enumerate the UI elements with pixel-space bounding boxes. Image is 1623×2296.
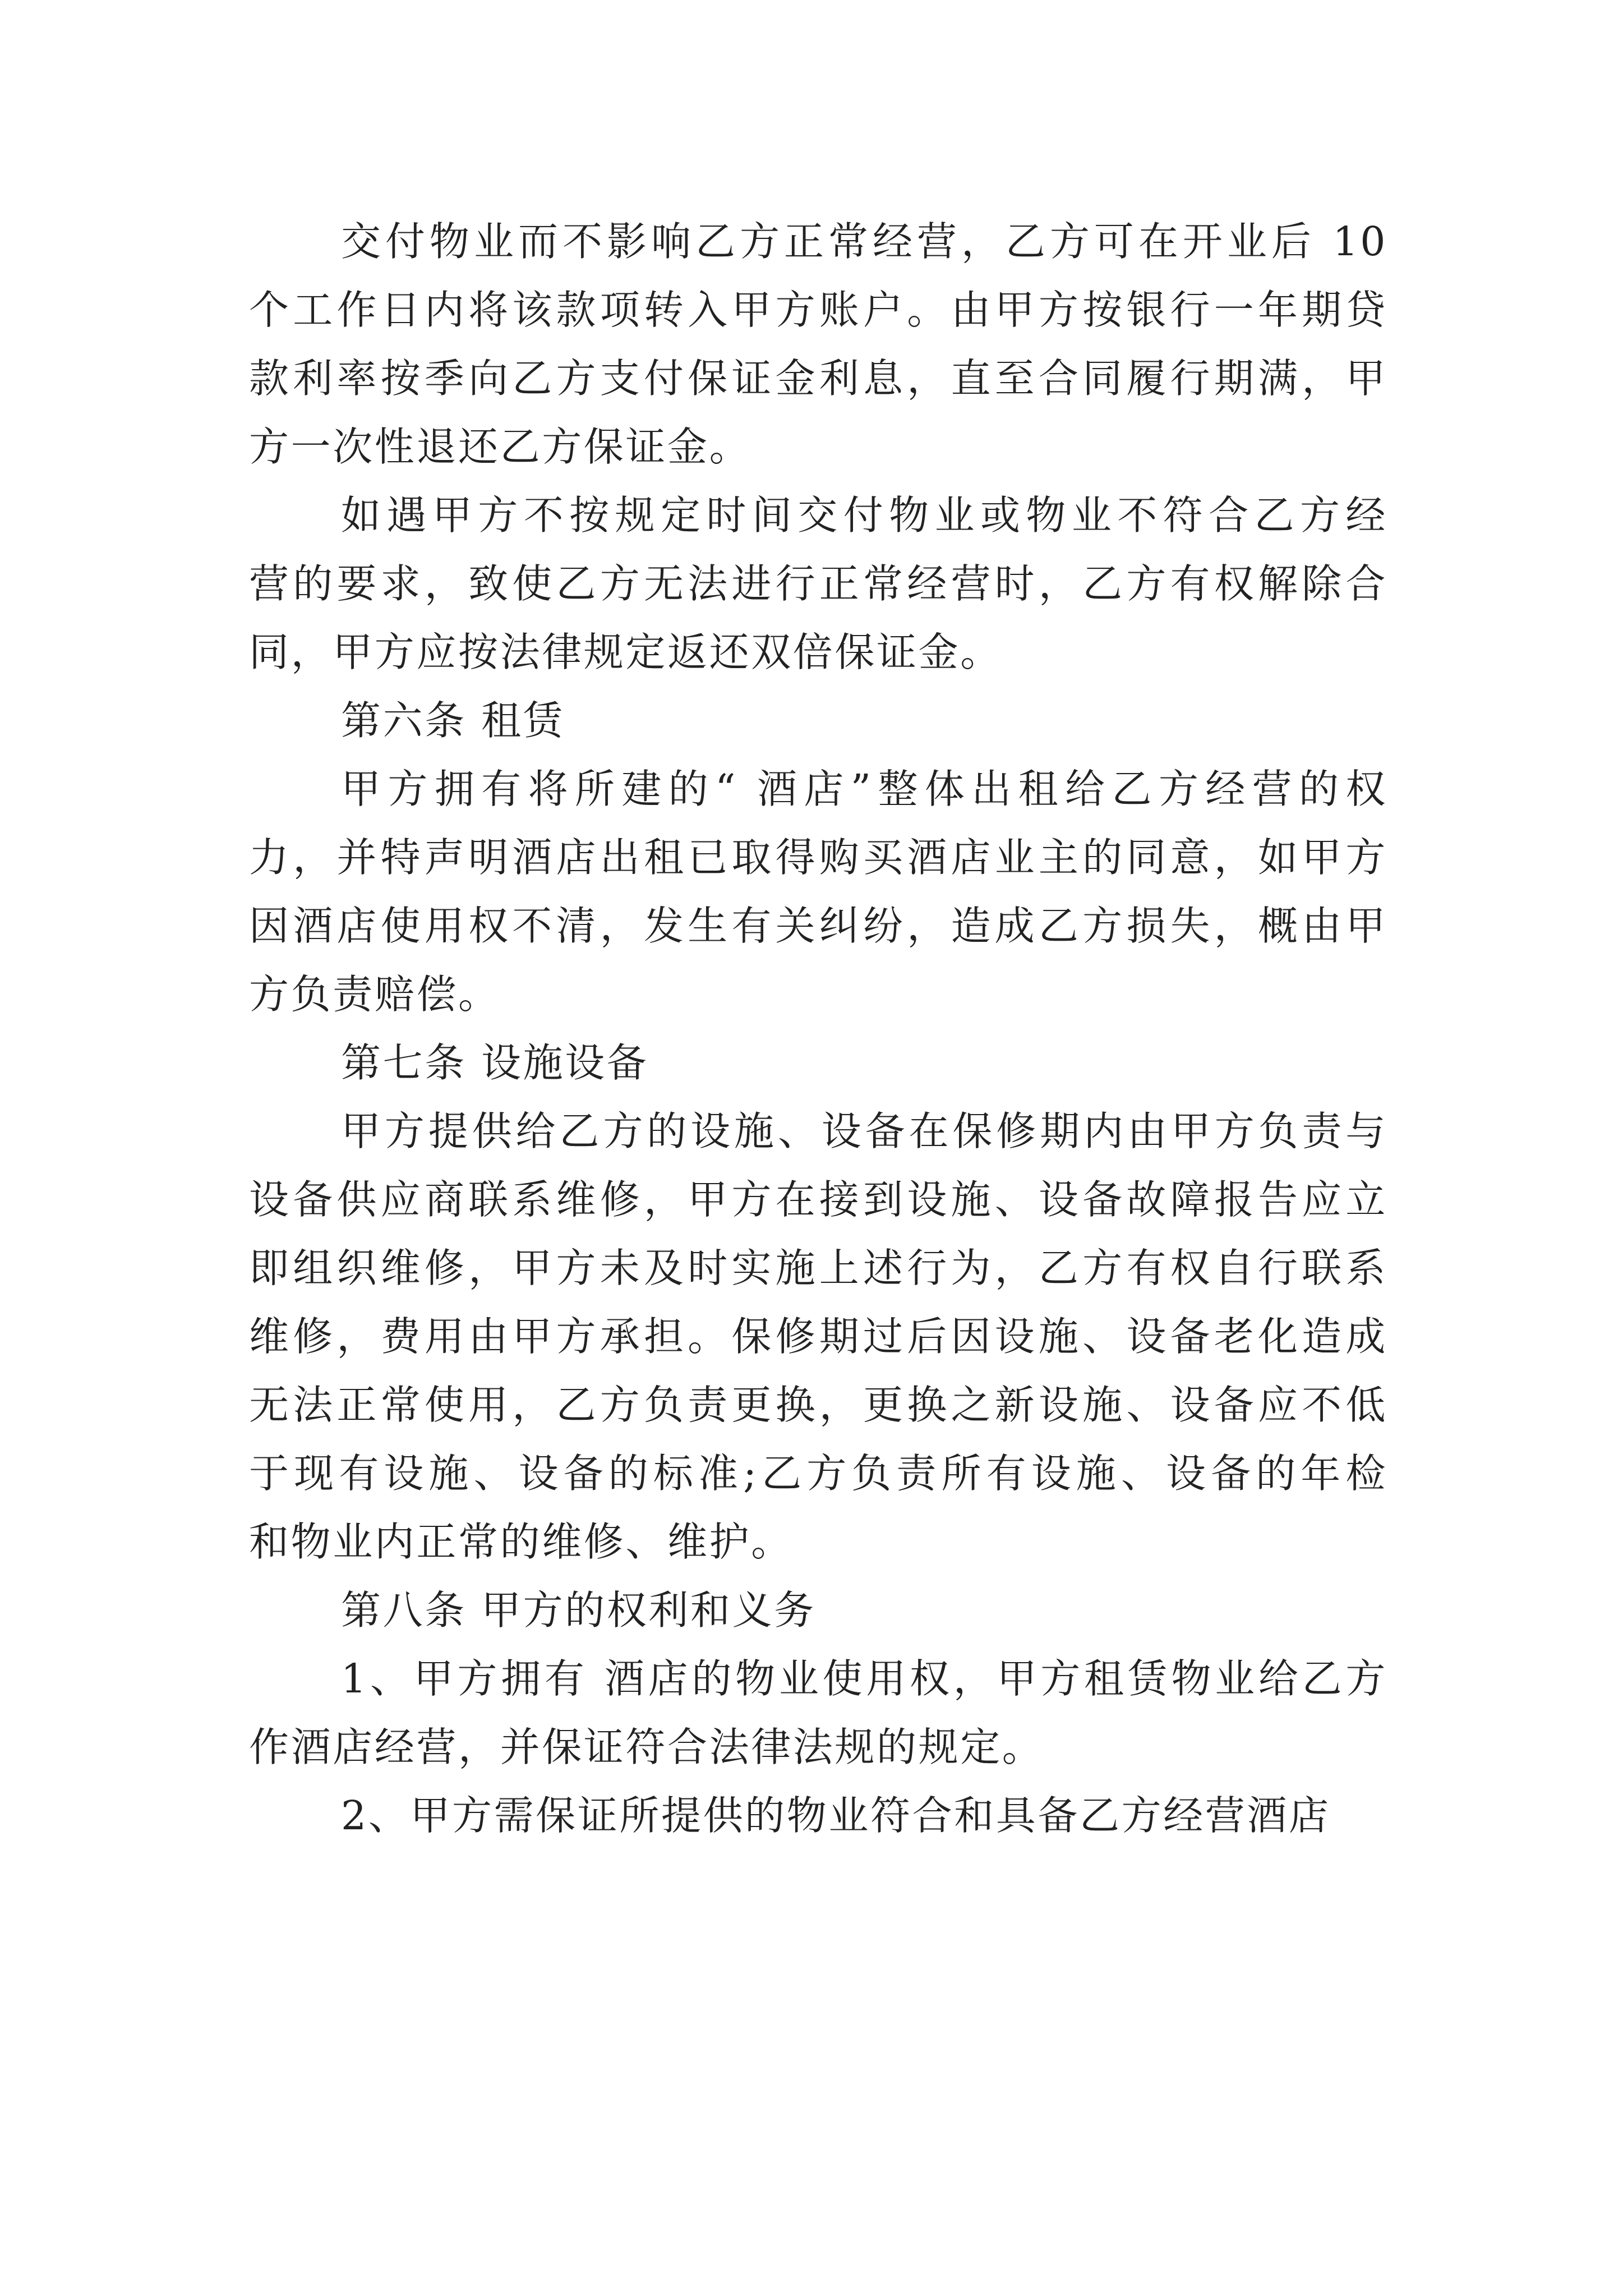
text-line: 同，甲方应按法律规定返还双倍保证金。	[249, 629, 1002, 675]
text-line: 款利率按季向乙方支付保证金利息，直至合同履行期满，甲	[249, 355, 1387, 402]
paragraph	[249, 1782, 1387, 1850]
article-heading: 第六条 租赁	[341, 697, 565, 744]
text-line: 个工作日内将该款项转入甲方账户。由甲方按银行一年期贷	[249, 287, 1387, 333]
paragraph	[249, 1645, 1387, 1782]
text-line: 方一次性退还乙方保证金。	[249, 424, 751, 470]
article-heading: 第七条 设施设备	[341, 1039, 649, 1086]
text-line: 和物业内正常的维修、维护。	[249, 1519, 793, 1565]
text-line: 甲方拥有将所建的“ 酒店”整体出租给乙方经营的权	[341, 766, 1387, 812]
document-body	[249, 208, 1387, 1850]
text-line: 如遇甲方不按规定时间交付物业或物业不符合乙方经	[341, 492, 1387, 539]
text-line: 2、甲方需保证所提供的物业符合和具备乙方经营酒店	[341, 1792, 1331, 1839]
text-line: 1、甲方拥有 酒店的物业使用权，甲方租赁物业给乙方	[341, 1655, 1387, 1702]
text-line: 无法正常使用，乙方负责更换，更换之新设施、设备应不低	[249, 1382, 1387, 1428]
text-line: 于现有设施、设备的标准;乙方负责所有设施、设备的年检	[249, 1450, 1387, 1497]
article-heading: 第八条 甲方的权利和义务	[341, 1587, 816, 1634]
paragraph	[249, 481, 1387, 687]
text-line: 设备供应商联系维修，甲方在接到设施、设备故障报告应立	[249, 1176, 1387, 1223]
text-line: 交付物业而不影响乙方正常经营，乙方可在开业后 10	[341, 218, 1387, 265]
text-line: 即组织维修，甲方未及时实施上述行为，乙方有权自行联系	[249, 1245, 1387, 1291]
paragraph	[249, 755, 1387, 1029]
text-line: 营的要求，致使乙方无法进行正常经营时，乙方有权解除合	[249, 560, 1387, 607]
text-line: 方负责赔偿。	[249, 971, 500, 1018]
text-line: 作酒店经营，并保证符合法律法规的规定。	[249, 1724, 1044, 1770]
text-line: 因酒店使用权不清，发生有关纠纷，造成乙方损失，概由甲	[249, 903, 1387, 949]
paragraph	[249, 1097, 1387, 1576]
paragraph	[249, 208, 1387, 481]
text-line: 甲方提供给乙方的设施、设备在保修期内由甲方负责与	[341, 1108, 1387, 1154]
text-line: 维修，费用由甲方承担。保修期过后因设施、设备老化造成	[249, 1313, 1387, 1360]
text-line: 力，并特声明酒店出租已取得购买酒店业主的同意，如甲方	[249, 834, 1387, 881]
